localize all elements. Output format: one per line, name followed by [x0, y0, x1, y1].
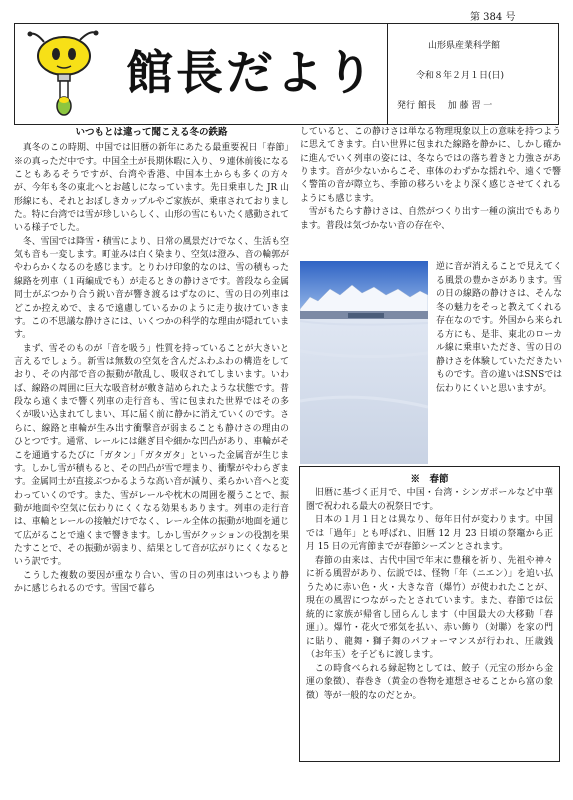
masthead-divider [387, 24, 388, 124]
note-paragraph: 日本の１月１日とは異なり、毎年日付が変わります。中国では「過年」とも呼ばれ、旧暦 12 月 23 日頃の祭竈から正月 15 日の元宵節までが春節シーズンとされます。 [306, 515, 553, 553]
article-column-left [14, 126, 289, 596]
article-paragraph: まず、雪そのものが「音を吸う」性質を持っていることが大きいと言えるでしょう。新雪は無数の空気を含んだふわふわの構造をしており、その内部で音の振動が散乱し、吸収されてしまいます。いわば、線路の周囲に巨大な吸音材が敷き詰められたような状態です。普段なら遠くまで響く列車の走行音も、雪に包まれた世界ではその多くが吸い込まれてしまい、耳に届く前に静かに消えていくのです。さらに、線路と車輪が生み出す衝撃音が弱まることも静けさの理由のひとつです。通常、レールには継ぎ目や細かな凹凸があり、車輪がそこを通過するたびに「ガタン」「ガタガタ」といった金属音が生じます。しかし雪が積もると、その凹凸が雪で埋まり、衝撃がやわらぎます。金属同士が直接ぶつかるような高い音が減り、柔らかい音へと変わっていくのです。また、雪がレールや枕木の周囲を覆うことで、振動が地面や空気に伝わりにくくなる効果もあります。列車の走行音は、車輪とレールの接触だけでなく、レール全体の振動が地面を通じて広がることで遠くまで響きます。しかし雪がクッションの役割を果たすことで、その振動が弱まり、結果として音が広がりにくくなるという訳です。 [14, 343, 289, 568]
article-column-right [300, 126, 561, 233]
shunjie-note-box [299, 466, 560, 762]
article-paragraph: していると、この静けさは単なる物理現象以上の意味を持つように思えてきます。白い世界に包まれた線路を静かに、しかし確かに進んでいく列車の姿には、冬ならではの落ち着きと力強さがあります。音が少ないからこそ、車体のわずかな揺れや、遠くで響く警笛の音が際立ち、季節の移ろいをより深く感じさせてくれるようにも感じます。 [300, 127, 561, 204]
note-title: ※ 春節 [410, 474, 449, 485]
org-name: 山形県産業科学館 [428, 41, 501, 51]
page-title: 館長だより [126, 46, 376, 101]
note-paragraph: 旧暦に基づく正月で、中国・台湾・シンガポールなど中華圏で祝われる最大の祝祭日です。 [306, 488, 553, 512]
snow-train-photo [300, 261, 428, 464]
article-title: いつもとは違って聞こえる冬の鉄路 [75, 127, 228, 138]
article-paragraph: こうした複数の要因が重なり合い、雪の日の列車はいつもより静かに感じられるのです。雪国で暮ら [14, 570, 289, 595]
issue-number: 第 384 号 [470, 12, 516, 23]
note-paragraph: この時食べられる縁起物としては、餃子（元宝の形から金運の象徴）、春巻き（黄金の巻物を連想させることから富の象徴）等が一般的なのだとか。 [306, 663, 553, 701]
issue-date: 令和８年２月１日(日) [416, 71, 505, 81]
article-paragraph: 雪がもたらす静けさは、自然がつくり出す一種の演出でもあります。普段は気づかない音の存在や、 [300, 207, 561, 231]
article-paragraph: 真冬のこの時期、中国では旧暦の新年にあたる最重要祝日「春節」※の真っただ中です。中国全土が長期休暇に入り、９連休前後になることもあるそうですが、台湾や香港、中国本土からも多くの方々が、今年も冬の東北へとお越しになっています。先日乗車した JR 山形線にも、それとおぼしきカップルやご家族が、乗車されておりました。特に台湾では雪が珍しいらしく、山形の雪にもいたく感動されている様子でした。 [14, 143, 289, 234]
note-paragraph: 春節の由来は、古代中国で年末に豊穣を祈り、先祖や神々に祈る風習があり、伝説では、怪物「年（ニエン）」を追い払うために赤い色・火・大きな音（爆竹）が使われたことが、現在の風習につながったとされています。また、春節では伝統的に家族が帰省し団らんします（中国最大の大移動「春運」）。爆竹・花火で邪気を払い、赤い飾り（対聯）を家の門に貼り、龍舞・獅子舞のパフォーマンスが行われ、圧歳銭（お年玉）を子どもに渡します。 [306, 555, 553, 661]
article-wrap-text: 逆に音が消えることで見えてくる風景の豊かさがあります。雪の日の線路の静けさは、そんな冬の魅力をそっと教えてくれる存在なのです。外国から来られる方にも、是非、東北のローカル線に乗車いただき、雪の日の静けさを体験していただきたいものです。音の違いはSNSでは伝わりにくいと思いますが。 [436, 262, 562, 394]
article-paragraph: 冬、雪国では降雪・積雪により、日常の風景だけでなく、生活も空気も音も一変します。町並みは白く染まり、空気は澄み、音の輪郭がやわらかくなるのを感じます。とりわけ印象的なのは、雪の積もった線路を列車（１両編成でも）が走るときの静けさです。普段なら金属同士がぶつかり合う鋭い音が響き渡るはずなのに、雪の日の列車はどこか控えめで、まるで遠慮しているかのように走り抜けていきます。この不思議な静けさには、いくつかの科学的な理由が隠れています。 [14, 236, 289, 341]
publisher: 発行 館長 加 藤 習 一 [397, 101, 493, 111]
mascot-logo [24, 30, 110, 120]
